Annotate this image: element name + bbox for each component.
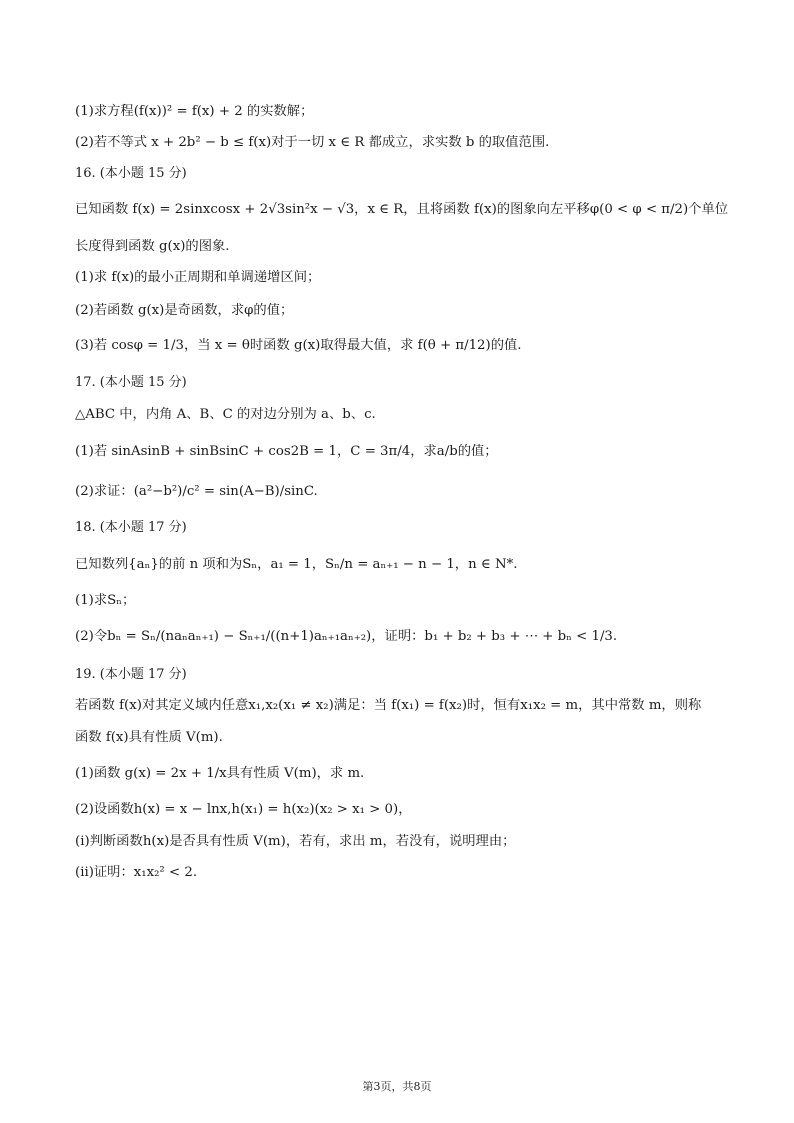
q16-part2: (2)若函数 g(x)是奇函数，求φ的值； xyxy=(75,303,294,318)
q19-part2-ii: (ⅱ)证明：x₁x₂² < 2. xyxy=(75,865,198,880)
q16-stem-line2: 长度得到函数 g(x)的图象. xyxy=(75,239,230,254)
q18-part1: (1)求Sₙ； xyxy=(75,593,136,608)
q17-heading: 17. (本小题 15 分) xyxy=(75,375,187,390)
q18-heading: 18. (本小题 17 分) xyxy=(75,520,187,535)
q15-part1: (1)求方程(f(x))² = f(x) + 2 的实数解； xyxy=(75,104,314,119)
q17-stem: △ABC 中，内角 A、B、C 的对边分别为 a、b、c. xyxy=(75,407,376,422)
q16-part1: (1)求 f(x)的最小正周期和单调递增区间； xyxy=(75,270,321,285)
q19-part2: (2)设函数h(x) = x − lnx,h(x₁) = h(x₂)(x₂ > x₁ > 0)， xyxy=(75,802,412,817)
q16-heading: 16. (本小题 15 分) xyxy=(75,166,187,181)
q17-part1: (1)若 sinAsinB + sinBsinC + cos2B = 1，C = 3π/4，求a/b的值； xyxy=(75,444,498,459)
q16-part3: (3)若 cosφ = 1/3，当 x = θ时函数 g(x)取得最大值，求 f(θ + π/12)的值. xyxy=(75,338,522,353)
q19-part2-i: (ⅰ)判断函数h(x)是否具有性质 V(m)，若有，求出 m，若没有，说明理由； xyxy=(75,834,516,849)
q18-part2: (2)令bₙ = Sₙ/(naₙaₙ₊₁) − Sₙ₊₁/((n+1)aₙ₊₁aₙ₊₂)，证明：b₁ + b₂ + b₃ + ⋯ + bₙ < 1/3. xyxy=(75,629,618,644)
q17-part2: (2)求证：(a²−b²)/c² = sin(A−B)/sinC. xyxy=(75,484,318,499)
q19-part1: (1)函数 g(x) = 2x + 1/x具有性质 V(m)，求 m. xyxy=(75,766,365,781)
page-number: 第3页，共8页 xyxy=(362,1080,432,1093)
q15-part2: (2)若不等式 x + 2b² − b ≤ f(x)对于一切 x ∈ R 都成立，求实数 b 的取值范围. xyxy=(75,135,550,150)
q19-heading: 19. (本小题 17 分) xyxy=(75,667,187,682)
q19-stem-line1: 若函数 f(x)对其定义域内任意x₁,x₂(x₁ ≠ x₂)满足：当 f(x₁) = f(x₂)时，恒有x₁x₂ = m，其中常数 m，则称 xyxy=(75,698,702,713)
q19-stem-line2: 函数 f(x)具有性质 V(m). xyxy=(75,730,223,745)
q18-stem: 已知数列{aₙ}的前 n 项和为Sₙ，a₁ = 1，Sₙ/n = aₙ₊₁ − n − 1，n ∈ N*. xyxy=(75,557,518,572)
q16-stem-line1: 已知函数 f(x) = 2sinxcosx + 2√3sin²x − √3，x ∈ R，且将函数 f(x)的图象向左平移φ(0 < φ < π/2)个单位 xyxy=(75,202,729,217)
